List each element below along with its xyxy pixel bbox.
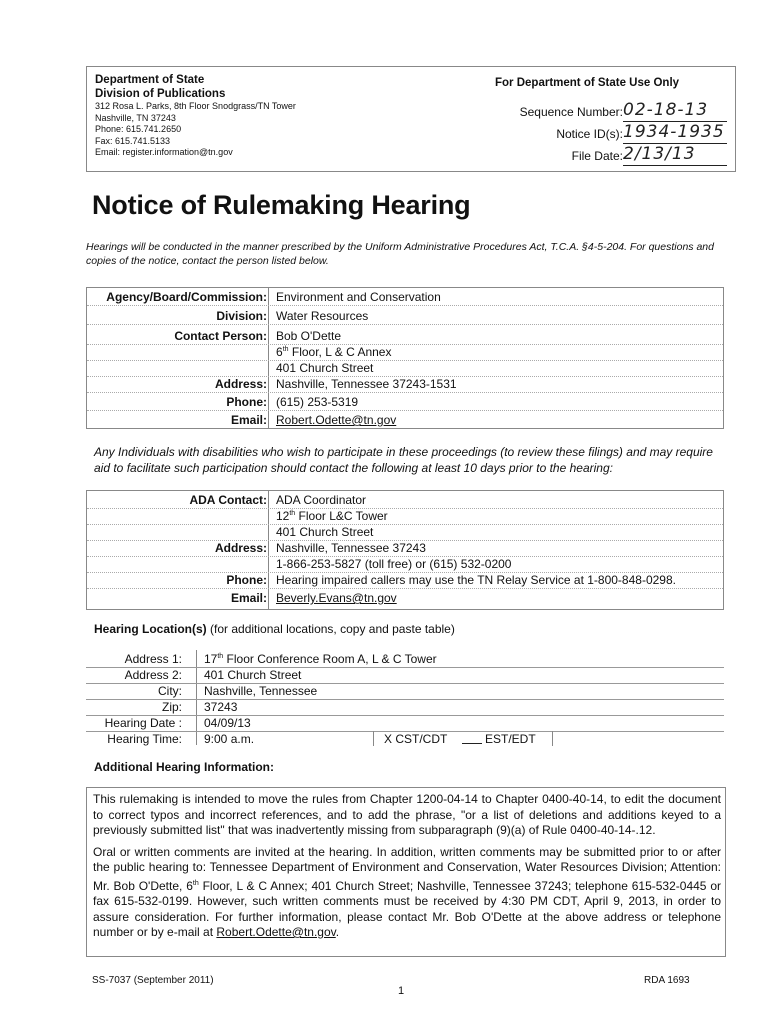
- hearing-location-table: [86, 650, 724, 745]
- ada-line-1-sup: th: [289, 510, 296, 517]
- email-row: [87, 412, 723, 428]
- contact-value: Bob O'Dette: [276, 329, 341, 343]
- dept-address-2: Nashville, TN 37243: [95, 112, 176, 123]
- division-value: Water Resources: [276, 309, 369, 323]
- notice-id-value: 1934-1935: [623, 123, 727, 144]
- ada-email-label: Email:: [230, 591, 267, 605]
- city-label: City:: [158, 684, 182, 698]
- tz-est-blank: [462, 743, 482, 744]
- addr1-row: [86, 651, 724, 668]
- addr1-num: 17: [204, 652, 218, 666]
- dept-email: Email: register.information@tn.gov: [95, 147, 233, 157]
- city-row: [86, 683, 724, 700]
- address-line-1: [276, 345, 391, 359]
- tz-divider-1: [373, 731, 374, 746]
- ada-line-1: [276, 509, 388, 523]
- additional-info-paragraph-1: This rulemaking is intended to move the rules from Chapter 1200-04-14 to Chapter 0400-40-14, to edit the document to correct typos and incorrect references, and to add the phrase, "or a list of deletions and additions keyed to a previously submitted list" that was inadvertently missing from subparagraph (9)(a) of Rule 0400-40-14-.12.: [93, 792, 721, 837]
- agency-value: Environment and Conservation: [276, 290, 441, 304]
- addr1-value: [204, 652, 437, 666]
- addr2-value: 401 Church Street: [204, 668, 302, 682]
- intro-text: Hearings will be conducted in the manner prescribed by the Uniform Administrative Procedures Act, T.C.A. §4-5-204. For questions and copies of the notice, contact the person listed below.: [86, 241, 714, 267]
- ada-contact-row: [87, 492, 723, 509]
- contact-label: Contact Person:: [174, 329, 267, 343]
- hearing-date-label: Hearing Date :: [104, 716, 182, 730]
- hearing-time-row: [86, 731, 724, 747]
- dept-fax: Fax: 615.741.5133: [95, 135, 171, 146]
- addr1-rest: Floor Conference Room A, L & C Tower: [223, 652, 437, 666]
- address-line-1-num: 6: [276, 345, 283, 359]
- contact-row: [87, 328, 723, 345]
- tz-est-option[interactable]: EST/EDT: [485, 732, 536, 746]
- hearing-date-row: [86, 715, 724, 732]
- dept-block: [95, 73, 296, 159]
- hearing-date-value: 04/09/13: [204, 716, 251, 730]
- file-date-label: File Date:: [571, 149, 623, 163]
- file-date-value: 2/13/13: [623, 145, 727, 166]
- phone-value: (615) 253-5319: [276, 395, 359, 409]
- dept-name: Department of State: [95, 74, 205, 86]
- notice-id-row: [495, 123, 735, 145]
- additional-info-p2-a: Oral or written comments are invited at the hearing. In addition, written comments may be submitted prior to or after the public hearing to: Tennessee Department of Environment and Conservation, Water Resources Division; Attention: Mr. Bob O'Dette, 6: [93, 844, 721, 893]
- zip-label: Zip:: [161, 700, 182, 714]
- state-use-block: [495, 77, 725, 164]
- notice-id-label: Notice ID(s):: [556, 127, 623, 141]
- dept-address-1: 312 Rosa L. Parks, 8th Floor Snodgrass/TN Tower: [95, 101, 296, 111]
- additional-info-p2-end: .: [335, 925, 340, 939]
- address-line-1-rest: Floor, L & C Annex: [288, 345, 392, 359]
- tz-cst-option[interactable]: X CST/CDT: [384, 732, 448, 746]
- additional-info-email-link[interactable]: Robert.Odette@tn.gov: [216, 925, 336, 939]
- ada-line-4: 1-866-253-5827 (toll free) or (615) 532-0200: [276, 557, 512, 571]
- ada-note: Any Individuals with disabilities who wish to participate in these proceedings (to review these filings) and may require aid to facilitate such participation should contact the following at least 10 days prior to the hearing:: [94, 445, 713, 475]
- sequence-label: Sequence Number:: [519, 105, 623, 119]
- form-number: SS-7037 (September 2011): [92, 975, 214, 986]
- addr1-sup: th: [217, 653, 224, 660]
- sequence-row: [495, 101, 735, 123]
- addr2-label: Address 2:: [124, 668, 182, 682]
- division-label: Division:: [216, 309, 267, 323]
- ada-line-3-row: [87, 540, 723, 557]
- city-value: Nashville, Tennessee: [204, 684, 318, 698]
- hearing-location-title: Hearing Location(s): [94, 622, 207, 636]
- address-line-1-row: [87, 344, 723, 361]
- page-number: 1: [398, 985, 405, 997]
- address-line-2-row: [87, 360, 723, 377]
- tz-divider-2: [552, 731, 553, 746]
- hearing-time-label: Hearing Time:: [107, 732, 182, 746]
- additional-info-heading: Additional Hearing Information:: [94, 760, 274, 774]
- address-line-3: Nashville, Tennessee 37243-1531: [276, 377, 457, 391]
- address-label: Address:: [214, 377, 267, 391]
- division-row: [87, 308, 723, 325]
- phone-label: Phone:: [226, 395, 267, 409]
- ada-line-1-num: 12: [276, 509, 290, 523]
- ada-line-3: Nashville, Tennessee 37243: [276, 541, 426, 555]
- email-link[interactable]: Robert.Odette@tn.gov: [276, 413, 397, 427]
- ada-phone-label: Phone:: [226, 573, 267, 587]
- zip-value: 37243: [204, 700, 238, 714]
- hearing-time-value: 9:00 a.m.: [204, 732, 255, 746]
- page-title: Notice of Rulemaking Hearing: [92, 190, 471, 220]
- division-name: Division of Publications: [95, 88, 226, 100]
- additional-info-p2-b: Floor, L & C Annex; 401 Church Street; Nashville, Tennessee 37243; telephone 615-532-0445 or fax 615-532-0199. However, such written comments must be received by 4:30 PM CDT, April 9, 2013, in order to assure consideration. For further information, please contact Mr. Bob O'Dette at the above address or telephone number or by e-mail at: [93, 878, 721, 939]
- hearing-location-note: (for additional locations, copy and paste table): [206, 622, 455, 636]
- agency-label: Agency/Board/Commission:: [106, 290, 267, 304]
- zip-row: [86, 699, 724, 716]
- ada-line-2-row: [87, 524, 723, 541]
- ada-line-2: 401 Church Street: [276, 525, 374, 539]
- hearing-location-heading: [94, 622, 455, 636]
- additional-info-paragraph-2: [93, 845, 721, 941]
- agency-row: [87, 289, 723, 306]
- state-use-title: For Department of State Use Only: [495, 77, 680, 89]
- ada-table: [86, 490, 724, 610]
- additional-info-p2-sup: th: [192, 879, 199, 887]
- rda-number: RDA 1693: [644, 975, 690, 986]
- additional-info-box: [86, 787, 726, 957]
- file-date-row: [495, 145, 735, 167]
- address-line-1-sup: th: [282, 346, 289, 353]
- ada-contact-label: ADA Contact:: [189, 493, 267, 507]
- addr2-row: [86, 667, 724, 684]
- dept-phone: Phone: 615.741.2650: [95, 124, 182, 134]
- sequence-value: 02-18-13: [623, 101, 727, 122]
- agency-table: [86, 287, 724, 429]
- ada-email-link[interactable]: Beverly.Evans@tn.gov: [276, 591, 397, 605]
- ada-line-4-row: [87, 556, 723, 573]
- address-line-3-row: [87, 376, 723, 393]
- ada-phone-row: [87, 572, 723, 589]
- phone-row: [87, 394, 723, 411]
- address-line-2: 401 Church Street: [276, 361, 374, 375]
- ada-line-1-rest: Floor L&C Tower: [295, 509, 388, 523]
- ada-phone-value: Hearing impaired callers may use the TN Relay Service at 1-800-848-0298.: [276, 573, 676, 587]
- header-box: [86, 66, 736, 172]
- ada-email-row: [87, 590, 723, 606]
- addr1-label: Address 1:: [124, 652, 182, 666]
- ada-contact-value: ADA Coordinator: [276, 493, 367, 507]
- ada-address-label: Address:: [214, 541, 267, 555]
- email-label: Email:: [230, 413, 267, 427]
- ada-line-1-row: [87, 508, 723, 525]
